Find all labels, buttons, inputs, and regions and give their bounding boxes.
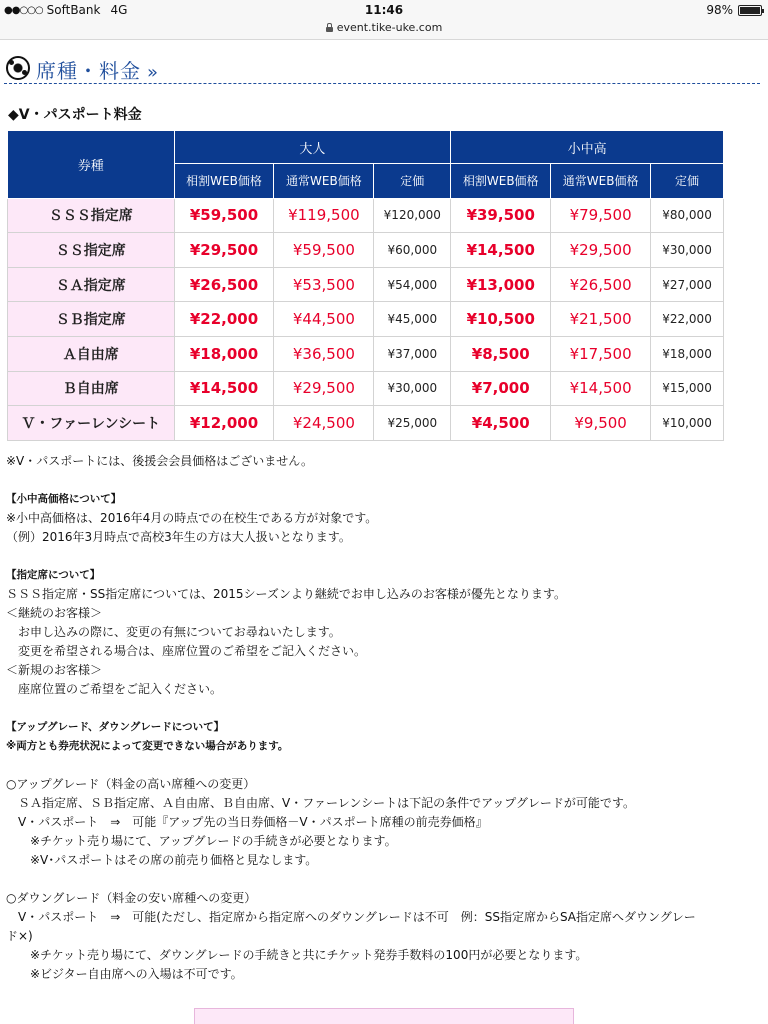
- youth-teika-price: ¥10,000: [651, 406, 724, 441]
- youth-aiwari-price: ¥4,500: [451, 406, 551, 441]
- adult-tsujo-price: ¥36,500: [274, 336, 374, 371]
- header-group-youth: 小中高: [451, 131, 724, 164]
- header-adult-teika: 定価: [374, 164, 451, 199]
- signal-strength-icon: ●●○○○: [4, 4, 43, 16]
- youth-tsujo-price: ¥26,500: [551, 267, 651, 302]
- adult-tsujo-price: ¥59,500: [274, 233, 374, 268]
- url-text[interactable]: event.tike-uke.com: [336, 21, 443, 34]
- address-bar[interactable]: [0, 20, 768, 40]
- youth-aiwari-price: ¥14,500: [451, 233, 551, 268]
- carrier-name: SoftBank: [46, 3, 101, 17]
- note-heading-upgrade: 【アップグレード、ダウングレードについて】: [6, 721, 225, 733]
- network-type: 4G: [110, 3, 128, 17]
- youth-tsujo-price: ¥14,500: [551, 371, 651, 406]
- note-text: 座席位置のご希望をご記入ください。: [6, 682, 223, 696]
- lock-icon: [326, 23, 333, 32]
- seat-name: Ａ自由席: [8, 336, 175, 371]
- battery-icon: [738, 5, 762, 16]
- adult-teika-price: ¥120,000: [374, 198, 451, 233]
- youth-aiwari-price: ¥10,500: [451, 302, 551, 337]
- header-ticket-type: 券種: [8, 131, 175, 199]
- adult-teika-price: ¥45,000: [374, 302, 451, 337]
- adult-tsujo-price: ¥29,500: [274, 371, 374, 406]
- adult-aiwari-price: ¥18,000: [174, 336, 274, 371]
- adult-aiwari-price: ¥12,000: [174, 406, 274, 441]
- adult-teika-price: ¥25,000: [374, 406, 451, 441]
- note-heading-youth: 【小中高価格について】: [6, 493, 122, 505]
- header-youth-tsujo: 通常WEB価格: [551, 164, 651, 199]
- youth-teika-price: ¥15,000: [651, 371, 724, 406]
- table-row: [8, 371, 724, 406]
- adult-teika-price: ¥37,000: [374, 336, 451, 371]
- note-text: 変更を希望される場合は、座席位置のご希望をご記入ください。: [6, 644, 367, 658]
- adult-teika-price: ¥30,000: [374, 371, 451, 406]
- youth-tsujo-price: ¥29,500: [551, 233, 651, 268]
- seat-name: ＳＢ指定席: [8, 302, 175, 337]
- table-header-row-1: [8, 131, 724, 164]
- note-text: ○ダウングレード（料金の安い席種への変更）: [6, 891, 257, 905]
- note-text: V・パスポート ⇒ 可能(ただし、指定席から指定席へのダウングレードは不可 例：SS指定席からSA指定席へダウングレー: [6, 910, 696, 924]
- note-text: ※小中高価格は、2016年4月の時点での在校生である方が対象です。: [6, 511, 378, 525]
- youth-aiwari-price: ¥8,500: [451, 336, 551, 371]
- price-subheading: ◆V・パスポート料金: [8, 107, 142, 123]
- battery-fill: [740, 7, 760, 14]
- seat-name: ＳＳＳ指定席: [8, 198, 175, 233]
- adult-tsujo-price: ¥119,500: [274, 198, 374, 233]
- table-row: [8, 233, 724, 268]
- adult-aiwari-price: ¥26,500: [174, 267, 274, 302]
- adult-teika-price: ¥54,000: [374, 267, 451, 302]
- section-divider: [4, 83, 760, 84]
- status-time: 11:46: [364, 3, 404, 17]
- note-text: ＳＡ指定席、ＳＢ指定席、Ａ自由席、Ｂ自由席、V・ファーレンシートは下記の条件でアップグレードが可能です。: [6, 796, 635, 810]
- note-text: V・パスポート ⇒ 可能『アップ先の当日券価格－V・パスポート席種の前売券価格』: [6, 815, 488, 829]
- next-section-box: [194, 1008, 574, 1024]
- adult-tsujo-price: ¥24,500: [274, 406, 374, 441]
- adult-tsujo-price: ¥53,500: [274, 267, 374, 302]
- adult-tsujo-price: ¥44,500: [274, 302, 374, 337]
- seat-name: Ｂ自由席: [8, 371, 175, 406]
- youth-teika-price: ¥22,000: [651, 302, 724, 337]
- note-text: ※チケット売り場にて、アップグレードの手続きが必要となります。: [6, 834, 397, 848]
- battery-percent: 98%: [706, 3, 733, 17]
- youth-aiwari-price: ¥39,500: [451, 198, 551, 233]
- youth-tsujo-price: ¥9,500: [551, 406, 651, 441]
- youth-tsujo-price: ¥79,500: [551, 198, 651, 233]
- youth-teika-price: ¥80,000: [651, 198, 724, 233]
- table-row: [8, 336, 724, 371]
- table-row: [8, 406, 724, 441]
- header-adult-tsujo: 通常WEB価格: [274, 164, 374, 199]
- adult-aiwari-price: ¥59,500: [174, 198, 274, 233]
- note-text: ※V・パスポートには、後援会会員価格はございません。: [6, 454, 313, 468]
- youth-tsujo-price: ¥21,500: [551, 302, 651, 337]
- note-text: お申し込みの際に、変更の有無についてお尋ねいたします。: [6, 625, 341, 639]
- note-text: ※チケット売り場にて、ダウングレードの手続きと共にチケット発券手数料の100円が必要となります。: [6, 948, 588, 962]
- header-youth-aiwari: 相割WEB価格: [451, 164, 551, 199]
- table-row: [8, 267, 724, 302]
- table-row: [8, 198, 724, 233]
- price-table: [7, 130, 724, 441]
- note-text: ※V･パスポートはその席の前売り価格と見なします。: [6, 853, 318, 867]
- header-group-adult: 大人: [174, 131, 451, 164]
- table-row: [8, 302, 724, 337]
- note-text: （例）2016年3月時点で高校3年生の方は大人扱いとなります。: [6, 530, 351, 544]
- notes-block: [6, 452, 762, 984]
- section-title: [36, 55, 159, 84]
- youth-tsujo-price: ¥17,500: [551, 336, 651, 371]
- status-right: [706, 3, 762, 17]
- note-text: ※ビジター自由席への入場は不可です。: [6, 967, 243, 981]
- note-heading-seat: 【指定席について】: [6, 569, 101, 581]
- section-header: [4, 52, 760, 84]
- adult-aiwari-price: ¥29,500: [174, 233, 274, 268]
- youth-aiwari-price: ¥7,000: [451, 371, 551, 406]
- youth-teika-price: ¥18,000: [651, 336, 724, 371]
- note-text: ○アップグレード（料金の高い席種への変更）: [6, 777, 256, 791]
- section-title-text: 席種・料金: [36, 59, 141, 83]
- adult-teika-price: ¥60,000: [374, 233, 451, 268]
- seat-name: ＳＡ指定席: [8, 267, 175, 302]
- note-text: ＳＳＳ指定席・SS指定席については、2015シーズンより継続でお申し込みのお客様が優先となります。: [6, 587, 566, 601]
- adult-aiwari-price: ¥14,500: [174, 371, 274, 406]
- status-bar: [0, 0, 768, 20]
- note-text: ＜継続のお客様＞: [6, 606, 103, 620]
- note-text: ド×): [6, 929, 33, 943]
- soccer-ball-icon: [6, 56, 30, 80]
- youth-aiwari-price: ¥13,000: [451, 267, 551, 302]
- header-adult-aiwari: 相割WEB価格: [174, 164, 274, 199]
- note-text: ＜新規のお客様＞: [6, 663, 103, 677]
- header-youth-teika: 定価: [651, 164, 724, 199]
- seat-name: Ｖ・ファーレンシート: [8, 406, 175, 441]
- youth-teika-price: ¥30,000: [651, 233, 724, 268]
- note-warning: ※両方とも券売状況によって変更できない場合があります。: [6, 740, 289, 752]
- double-chevron-icon: »: [147, 62, 160, 83]
- youth-teika-price: ¥27,000: [651, 267, 724, 302]
- seat-name: ＳＳ指定席: [8, 233, 175, 268]
- adult-aiwari-price: ¥22,000: [174, 302, 274, 337]
